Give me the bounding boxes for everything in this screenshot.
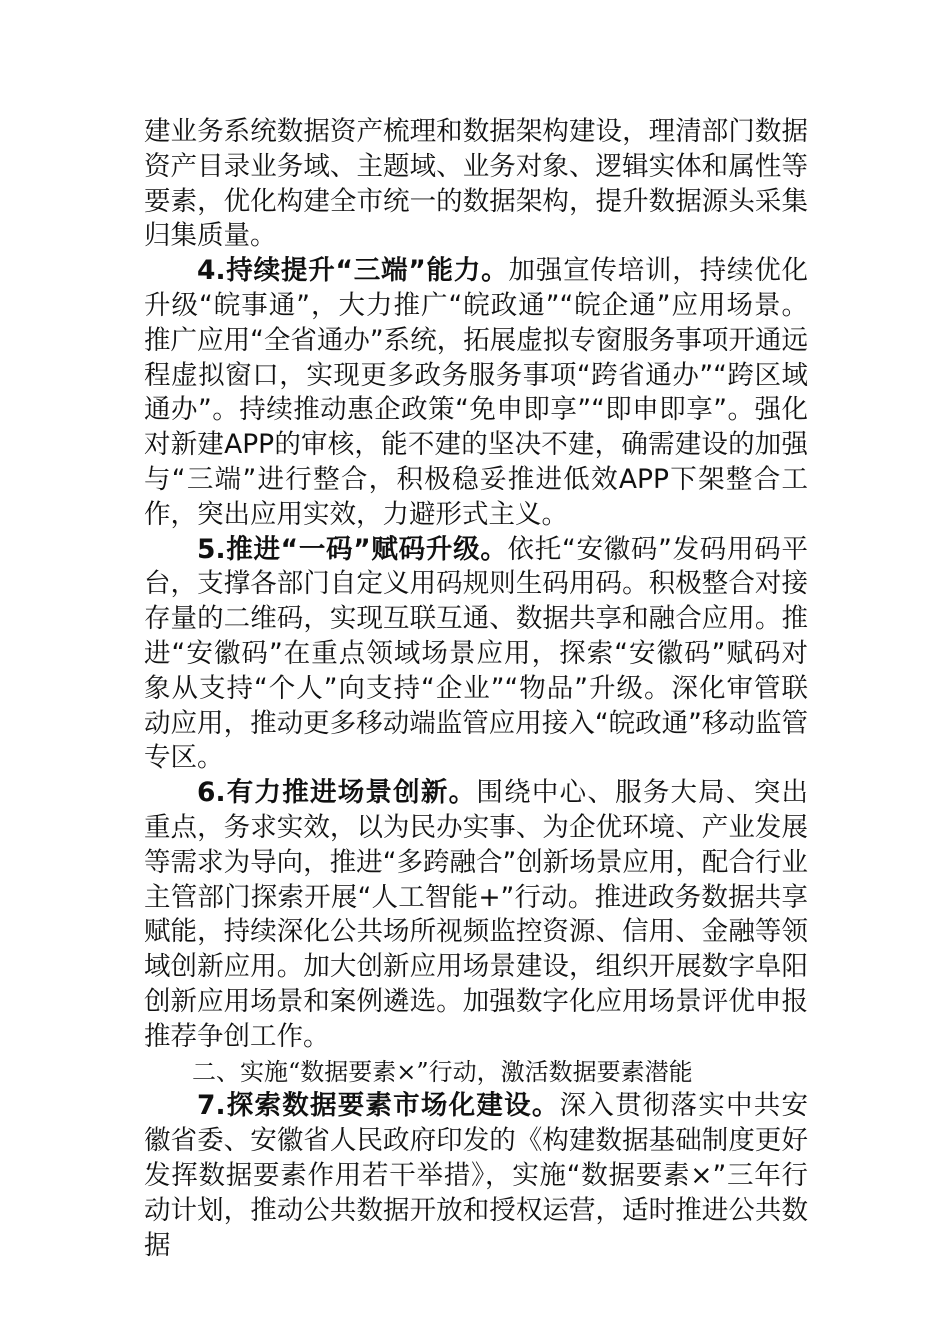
item-heading: 4.持续提升“三端”能力。 — [197, 255, 509, 287]
paragraph-item-5 — [144, 533, 808, 777]
item-heading: 5.推进“一码”赋码升级。 — [197, 533, 508, 565]
document-page — [144, 115, 808, 1263]
paragraph-text: 深入贯彻落实中共安徽省委、安徽省人民政府印发的《构建数据基础制度更好发挥数据要素作用若干举措》，实施“数据要素×”三年行动计划，推动公共数据开放和授权运营，适时推进公共数据 — [144, 1090, 808, 1261]
paragraph-text: 加强宣传培训，持续优化升级“皖事通”，大力推广“皖政通”“皖企通”应用场景。推广应用“全省通办”系统，拓展虚拟专窗服务事项开通远程虚拟窗口，实现更多政务服务事项“跨省通办”“跨区域通办”。持续推动惠企政策“免申即享”“即申即享”。强化对新建APP的审核，能不建的坚决不建，确需建设的加强与“三端”进行整合，积极稳妥推进低效APP下架整合工作，突出应用实效，力避形式主义。 — [144, 255, 809, 530]
paragraph-item-6 — [144, 776, 808, 1054]
paragraph-text: 建业务系统数据资产梳理和数据架构建设，理清部门数据资产目录业务域、主题域、业务对象、逻辑实体和属性等要素，优化构建全市统一的数据架构，提升数据源头采集归集质量。 — [144, 116, 808, 252]
paragraph-text: 依托“安徽码”发码用码平台，支撑各部门自定义用码规则生码用码。积极整合对接存量的二维码，实现互联互通、数据共享和融合应用。推进“安徽码”在重点领域场景应用，探索“安徽码”赋码对象从支持“个人”向支持“企业”“物品”升级。深化审管联动应用，推动更多移动端监管应用接入“皖政通”移动监管专区。 — [144, 533, 808, 774]
paragraph-continuation — [144, 115, 808, 254]
item-heading: 6.有力推进场景创新。 — [197, 777, 477, 809]
section-heading — [144, 1055, 808, 1090]
section-heading-text: 二、实施“数据要素×”行动，激活数据要素潜能 — [192, 1057, 693, 1086]
paragraph-item-4 — [144, 254, 808, 532]
paragraph-item-7 — [144, 1089, 808, 1263]
paragraph-text: 围绕中心、服务大局、突出重点，务求实效，以为民办实事、为企优环境、产业发展等需求为导向，推进“多跨融合”创新场景应用，配合行业主管部门探索开展“人工智能+”行动。推进政务数据共享赋能，持续深化公共场所视频监控资源、信用、金融等领域创新应用。加大创新应用场景建设，组织开展数字阜阳创新应用场景和案例遴选。加强数字化应用场景评优申报推荐争创工作。 — [144, 777, 809, 1052]
item-heading: 7.探索数据要素市场化建设。 — [197, 1090, 560, 1122]
